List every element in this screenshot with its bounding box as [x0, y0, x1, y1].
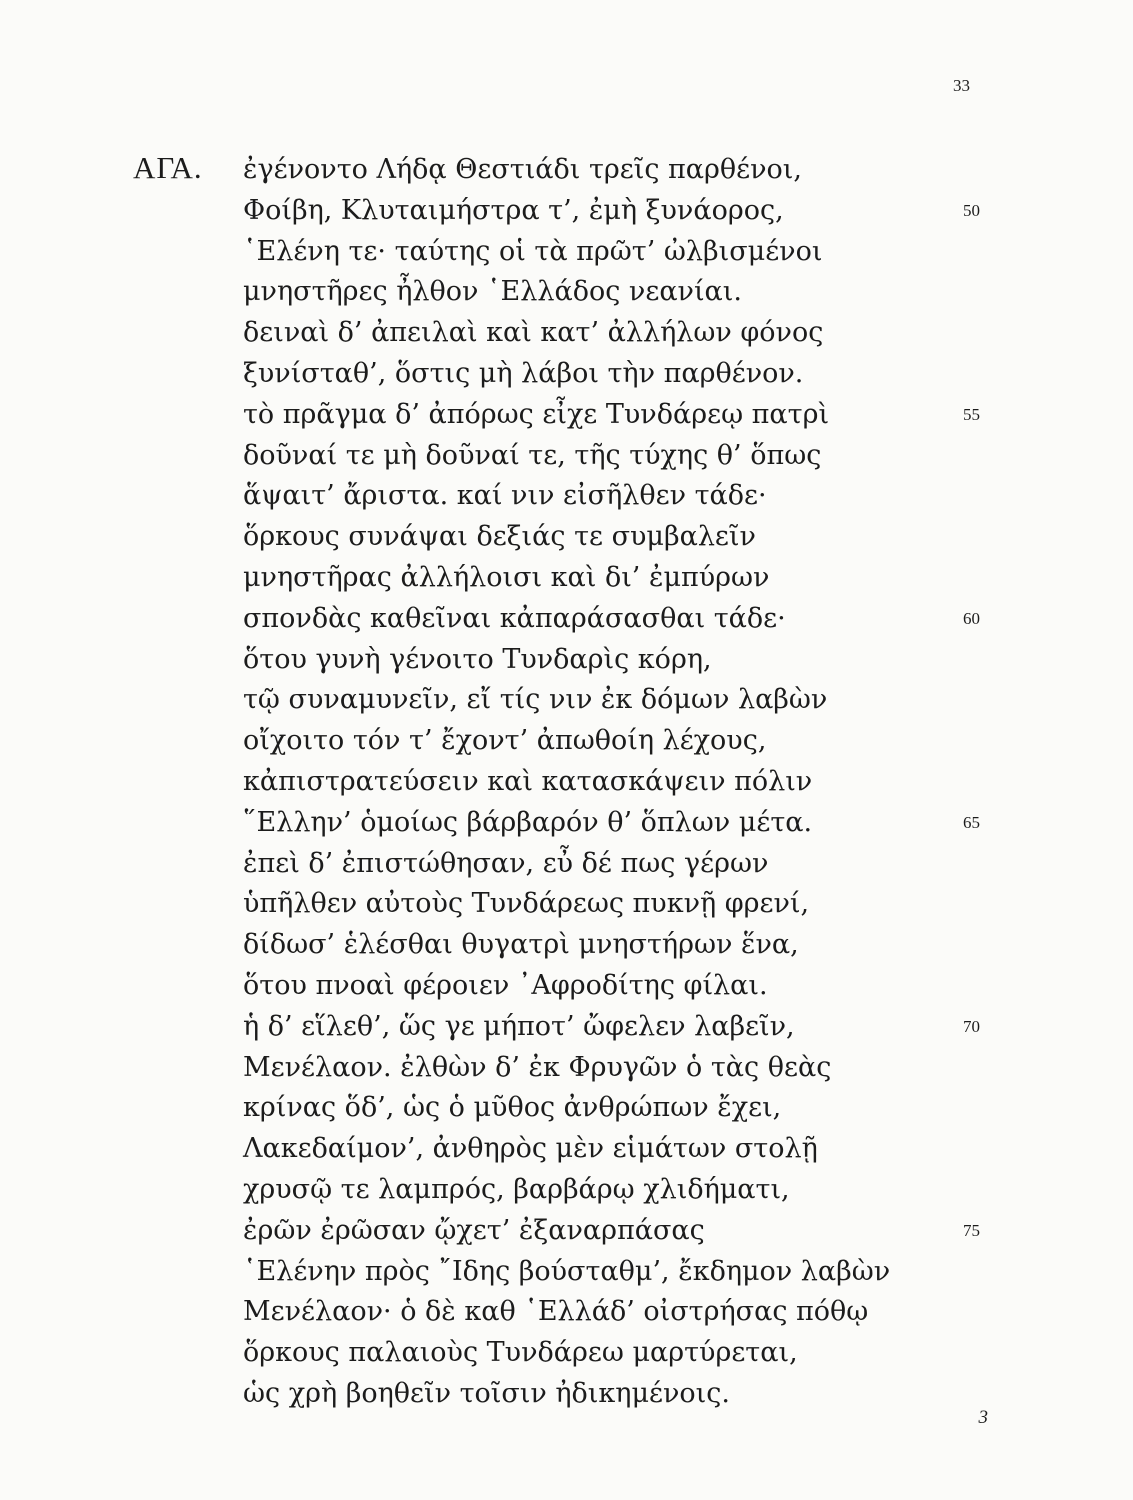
verse-line-text: Μενέλαον· ὁ δὲ καθ ῾Ελλάδ’ οἰστρήσας πόθῳ	[243, 1296, 869, 1328]
line-number: 60	[963, 608, 980, 628]
verse-line-text: οἴχοιτο τόν τ’ ἔχοντ’ ἀπωθοίη λέχους,	[243, 725, 767, 757]
verse-line-text: Μενέλαον. ἐλθὼν δ’ ἐκ Φρυγῶν ὁ τὰς θεὰς	[243, 1051, 832, 1083]
verse-line	[243, 558, 890, 599]
verse-line-text: τὸ πρᾶγμα δ’ ἀπόρως εἶχε Τυνδάρεῳ πατρὶ	[243, 398, 830, 430]
verse-line	[243, 1333, 890, 1374]
verse-line	[243, 680, 890, 721]
signature-mark: 3	[978, 1407, 988, 1428]
verse-line-text: ὅρκους παλαιοὺς Τυνδάρεω μαρτύρεται,	[243, 1337, 798, 1369]
verse-text	[243, 150, 890, 1415]
verse-line	[243, 517, 890, 558]
speaker-label: ΑΓΑ.	[133, 150, 203, 185]
verse-line-text: ἅψαιτ’ ἄριστα. καί νιν εἰσῆλθεν τάδε·	[243, 480, 767, 512]
verse-line-text: κρίνας ὅδ’, ὡς ὁ μῦθος ἀνθρώπων ἔχει,	[243, 1092, 782, 1124]
verse-line	[243, 476, 890, 517]
verse-line-text: ὡς χρὴ βοηθεῖν τοῖσιν ἠδικημένοις.	[243, 1377, 730, 1409]
verse-line-text: ῞Ελλην’ ὁμοίως βάρβαρόν θ’ ὅπλων μέτα.	[243, 806, 813, 838]
verse-line-text: ὅρκους συνάψαι δεξιάς τε συμβαλεῖν	[243, 521, 756, 553]
line-number: 65	[963, 812, 980, 832]
verse-line	[243, 762, 890, 803]
verse-line-text: σπονδὰς καθεῖναι κἀπαράσασθαι τάδε·	[243, 602, 786, 634]
verse-line	[243, 1129, 890, 1170]
verse-line-text: τῷ συναμυνεῖν, εἴ τίς νιν ἐκ δόμων λαβὼν	[243, 684, 828, 716]
verse-line-text: ὅτου γυνὴ γένοιτο Τυνδαρὶς κόρη,	[243, 643, 712, 675]
verse-line-text: μνηστῆρες ἦλθον ῾Ελλάδος νεανίαι.	[243, 276, 742, 308]
line-number: 70	[963, 1016, 980, 1036]
verse-line	[243, 599, 890, 640]
verse-line	[243, 640, 890, 681]
verse-line-text: κἀπιστρατεύσειν καὶ κατασκάψειν πόλιν	[243, 765, 813, 797]
verse-line	[243, 803, 890, 844]
verse-line	[243, 1374, 890, 1415]
verse-line-text: μνηστῆρας ἀλλήλοισι καὶ δι’ ἐμπύρων	[243, 561, 770, 593]
verse-line-text: χρυσῷ τε λαμπρός, βαρβάρῳ χλιδήματι,	[243, 1173, 790, 1205]
verse-line	[243, 395, 890, 436]
verse-line-text: ἐρῶν ἐρῶσαν ᾤχετ’ ἐξαναρπάσας	[243, 1214, 705, 1246]
page-number: 33	[953, 76, 970, 95]
verse-line	[243, 1088, 890, 1129]
verse-line	[243, 232, 890, 273]
line-number: 75	[963, 1220, 980, 1240]
verse-line-text: δειναὶ δ’ ἀπειλαὶ καὶ κατ’ ἀλλήλων φόνος	[243, 317, 824, 349]
verse-line	[243, 966, 890, 1007]
verse-line	[243, 191, 890, 232]
verse-line-text: ῾Ελένην πρὸς ῎Ιδης βούσταθμ’, ἔκδημον λαβὼν	[243, 1255, 891, 1287]
verse-line	[243, 1007, 890, 1048]
verse-line	[243, 272, 890, 313]
verse-line	[243, 436, 890, 477]
verse-line-text: Λακεδαίμον’, ἀνθηρὸς μὲν εἱμάτων στολῇ	[243, 1133, 818, 1165]
verse-line-text: ξυνίσταθ’, ὅστις μὴ λάβοι τὴν παρθένον.	[243, 357, 804, 389]
verse-line	[243, 313, 890, 354]
verse-line-text: Φοίβη, Κλυταιμήστρα τ’, ἐμὴ ξυνάορος,	[243, 194, 784, 226]
verse-line	[243, 354, 890, 395]
verse-line	[243, 844, 890, 885]
verse-line	[243, 925, 890, 966]
verse-line-text: δοῦναί τε μὴ δοῦναί τε, τῆς τύχης θ’ ὅπως	[243, 439, 822, 471]
verse-line	[243, 1170, 890, 1211]
verse-line	[243, 150, 890, 191]
line-number: 55	[963, 404, 980, 424]
verse-line	[243, 1048, 890, 1089]
verse-line	[243, 1211, 890, 1252]
verse-line	[243, 1292, 890, 1333]
verse-line	[243, 1252, 890, 1293]
verse-line-text: ὑπῆλθεν αὐτοὺς Τυνδάρεως πυκνῇ φρενί,	[243, 888, 810, 920]
verse-line	[243, 884, 890, 925]
verse-line-text: ἐπεὶ δ’ ἐπιστώθησαν, εὖ δέ πως γέρων	[243, 847, 769, 879]
line-number: 50	[963, 200, 980, 220]
verse-line-text: ἡ δ’ εἵλεθ’, ὥς γε μήποτ’ ὤφελεν λαβεῖν,	[243, 1010, 795, 1042]
verse-line-text: ὅτου πνοαὶ φέροιεν ᾿Αφροδίτης φίλαι.	[243, 969, 768, 1001]
verse-line-text: δίδωσ’ ἑλέσθαι θυγατρὶ μνηστήρων ἕνα,	[243, 929, 799, 961]
verse-line	[243, 721, 890, 762]
verse-line-text: ἐγένοντο Λήδᾳ Θεστιάδι τρεῖς παρθένοι,	[243, 154, 802, 185]
verse-line-text: ῾Ελένη τε· ταύτης οἱ τὰ πρῶτ’ ὠλβισμένοι	[243, 235, 823, 267]
